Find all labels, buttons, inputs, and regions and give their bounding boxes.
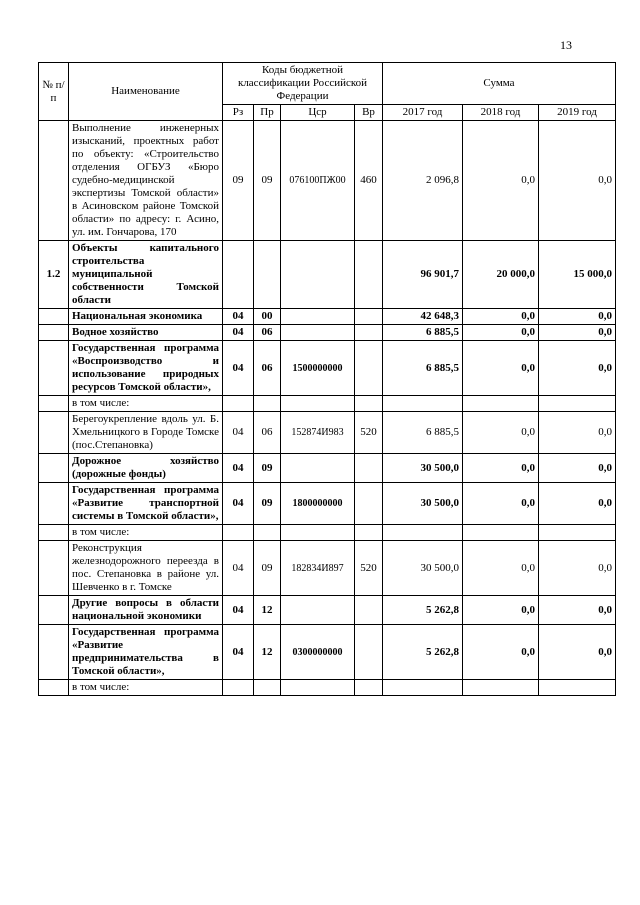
cell-rz xyxy=(223,680,254,696)
cell-csr: 076100ПЖ00 xyxy=(281,121,355,241)
table-row xyxy=(39,412,616,454)
cell-vr: 460 xyxy=(355,121,383,241)
page-number: 13 xyxy=(560,38,572,52)
cell-num xyxy=(39,341,69,396)
table-row xyxy=(39,341,616,396)
cell-pr: 00 xyxy=(254,309,281,325)
table-row xyxy=(39,241,616,309)
cell-name: Государственная программа «Развитие предпринимательства в Томской области», xyxy=(69,625,223,680)
cell-num xyxy=(39,541,69,596)
cell-pr: 09 xyxy=(254,454,281,483)
cell-2018: 0,0 xyxy=(463,309,539,325)
cell-name: в том числе: xyxy=(69,525,223,541)
cell-pr: 06 xyxy=(254,412,281,454)
cell-2019: 15 000,0 xyxy=(539,241,616,309)
cell-2017 xyxy=(383,396,463,412)
cell-vr xyxy=(355,341,383,396)
header-codes: Коды бюджетной классификации Российской Федерации xyxy=(223,63,383,105)
cell-2019: 0,0 xyxy=(539,541,616,596)
cell-rz: 04 xyxy=(223,625,254,680)
cell-2017: 30 500,0 xyxy=(383,454,463,483)
cell-2019: 0,0 xyxy=(539,483,616,525)
cell-vr xyxy=(355,680,383,696)
cell-2019: 0,0 xyxy=(539,454,616,483)
cell-2018: 0,0 xyxy=(463,483,539,525)
cell-pr xyxy=(254,241,281,309)
cell-csr: 1800000000 xyxy=(281,483,355,525)
cell-2018: 0,0 xyxy=(463,454,539,483)
cell-2019 xyxy=(539,680,616,696)
cell-2019: 0,0 xyxy=(539,309,616,325)
cell-2018 xyxy=(463,525,539,541)
header-rz: Рз xyxy=(223,105,254,121)
cell-2019: 0,0 xyxy=(539,121,616,241)
cell-name: в том числе: xyxy=(69,396,223,412)
cell-name: Государственная программа «Развитие транспортной системы в Томской области», xyxy=(69,483,223,525)
cell-2019 xyxy=(539,525,616,541)
cell-num: 1.2 xyxy=(39,241,69,309)
cell-pr: 06 xyxy=(254,325,281,341)
cell-2017: 42 648,3 xyxy=(383,309,463,325)
cell-2019: 0,0 xyxy=(539,325,616,341)
cell-2019: 0,0 xyxy=(539,412,616,454)
cell-rz xyxy=(223,525,254,541)
cell-2018: 0,0 xyxy=(463,541,539,596)
header-2017: 2017 год xyxy=(383,105,463,121)
cell-2018: 0,0 xyxy=(463,121,539,241)
cell-vr: 520 xyxy=(355,541,383,596)
cell-rz: 04 xyxy=(223,325,254,341)
cell-rz: 04 xyxy=(223,541,254,596)
cell-pr: 12 xyxy=(254,596,281,625)
cell-csr: 0300000000 xyxy=(281,625,355,680)
budget-table xyxy=(38,62,616,696)
table-row xyxy=(39,396,616,412)
cell-2019: 0,0 xyxy=(539,625,616,680)
cell-name: Берегоукрепление вдоль ул. Б. Хмельницкого в Городе Томске (пос.Степановка) xyxy=(69,412,223,454)
cell-vr xyxy=(355,596,383,625)
table-row xyxy=(39,680,616,696)
header-num: № п/п xyxy=(39,63,69,121)
cell-name: Дорожное хозяйство (дорожные фонды) xyxy=(69,454,223,483)
cell-2017: 2 096,8 xyxy=(383,121,463,241)
table-row xyxy=(39,483,616,525)
cell-csr xyxy=(281,396,355,412)
cell-vr xyxy=(355,483,383,525)
cell-2017: 6 885,5 xyxy=(383,412,463,454)
cell-rz xyxy=(223,241,254,309)
cell-csr xyxy=(281,525,355,541)
cell-2017 xyxy=(383,680,463,696)
cell-name: Выполнение инженерных изысканий, проектных работ по объекту: «Строительство отделения ОГБУЗ «Бюро судебно-медицинской экспертизы Томской области» в Асиновском районе Томской области» по адресу: г. Асино, ул. им. Гончарова, 170 xyxy=(69,121,223,241)
table-row xyxy=(39,454,616,483)
table-row xyxy=(39,525,616,541)
header-name: Наименование xyxy=(69,63,223,121)
header-vr: Вр xyxy=(355,105,383,121)
table-row xyxy=(39,121,616,241)
cell-name: Объекты капитального строительства муниципальной собственности Томской области xyxy=(69,241,223,309)
cell-num xyxy=(39,412,69,454)
cell-2018: 20 000,0 xyxy=(463,241,539,309)
cell-name: Национальная экономика xyxy=(69,309,223,325)
cell-name: Водное хозяйство xyxy=(69,325,223,341)
cell-2018: 0,0 xyxy=(463,412,539,454)
cell-rz xyxy=(223,396,254,412)
cell-2018: 0,0 xyxy=(463,341,539,396)
cell-rz: 04 xyxy=(223,309,254,325)
cell-pr xyxy=(254,680,281,696)
cell-2018 xyxy=(463,396,539,412)
cell-2017 xyxy=(383,525,463,541)
cell-vr xyxy=(355,525,383,541)
table-row xyxy=(39,625,616,680)
cell-2017: 6 885,5 xyxy=(383,325,463,341)
table-row xyxy=(39,596,616,625)
cell-csr xyxy=(281,596,355,625)
cell-2019 xyxy=(539,396,616,412)
cell-csr: 182834И897 xyxy=(281,541,355,596)
cell-pr: 12 xyxy=(254,625,281,680)
cell-num xyxy=(39,121,69,241)
cell-num xyxy=(39,309,69,325)
cell-csr xyxy=(281,454,355,483)
cell-2018 xyxy=(463,680,539,696)
cell-num xyxy=(39,680,69,696)
header-pr: Пр xyxy=(254,105,281,121)
cell-name: Государственная программа «Воспроизводство и использование природных ресурсов Томской области», xyxy=(69,341,223,396)
header-2019: 2019 год xyxy=(539,105,616,121)
cell-vr xyxy=(355,454,383,483)
cell-2018: 0,0 xyxy=(463,596,539,625)
cell-pr: 09 xyxy=(254,121,281,241)
cell-num xyxy=(39,454,69,483)
cell-rz: 04 xyxy=(223,483,254,525)
cell-num xyxy=(39,483,69,525)
cell-2017: 5 262,8 xyxy=(383,596,463,625)
cell-2019: 0,0 xyxy=(539,341,616,396)
cell-pr: 06 xyxy=(254,341,281,396)
cell-pr xyxy=(254,396,281,412)
cell-vr: 520 xyxy=(355,412,383,454)
cell-vr xyxy=(355,325,383,341)
cell-num xyxy=(39,396,69,412)
cell-2017: 5 262,8 xyxy=(383,625,463,680)
cell-num xyxy=(39,525,69,541)
table-row xyxy=(39,541,616,596)
cell-2019: 0,0 xyxy=(539,596,616,625)
cell-csr xyxy=(281,325,355,341)
cell-vr xyxy=(355,396,383,412)
cell-2018: 0,0 xyxy=(463,325,539,341)
cell-num xyxy=(39,325,69,341)
cell-vr xyxy=(355,241,383,309)
cell-csr xyxy=(281,309,355,325)
cell-pr xyxy=(254,525,281,541)
table-row xyxy=(39,325,616,341)
cell-num xyxy=(39,596,69,625)
header-csr: Цср xyxy=(281,105,355,121)
header-2018: 2018 год xyxy=(463,105,539,121)
cell-csr xyxy=(281,680,355,696)
cell-vr xyxy=(355,309,383,325)
cell-csr: 152874И983 xyxy=(281,412,355,454)
cell-pr: 09 xyxy=(254,541,281,596)
cell-2017: 6 885,5 xyxy=(383,341,463,396)
cell-rz: 04 xyxy=(223,596,254,625)
cell-rz: 09 xyxy=(223,121,254,241)
cell-rz: 04 xyxy=(223,341,254,396)
header-sum: Сумма xyxy=(383,63,616,105)
cell-2017: 30 500,0 xyxy=(383,541,463,596)
cell-rz: 04 xyxy=(223,412,254,454)
cell-name: Реконструкция железнодорожного переезда в пос. Степановка в районе ул. Шевченко в г. Томске xyxy=(69,541,223,596)
cell-csr xyxy=(281,241,355,309)
cell-name: Другие вопросы в области национальной экономики xyxy=(69,596,223,625)
cell-2018: 0,0 xyxy=(463,625,539,680)
table-row xyxy=(39,309,616,325)
cell-name: в том числе: xyxy=(69,680,223,696)
cell-pr: 09 xyxy=(254,483,281,525)
cell-2017: 30 500,0 xyxy=(383,483,463,525)
cell-vr xyxy=(355,625,383,680)
cell-2017: 96 901,7 xyxy=(383,241,463,309)
cell-rz: 04 xyxy=(223,454,254,483)
cell-csr: 1500000000 xyxy=(281,341,355,396)
cell-num xyxy=(39,625,69,680)
